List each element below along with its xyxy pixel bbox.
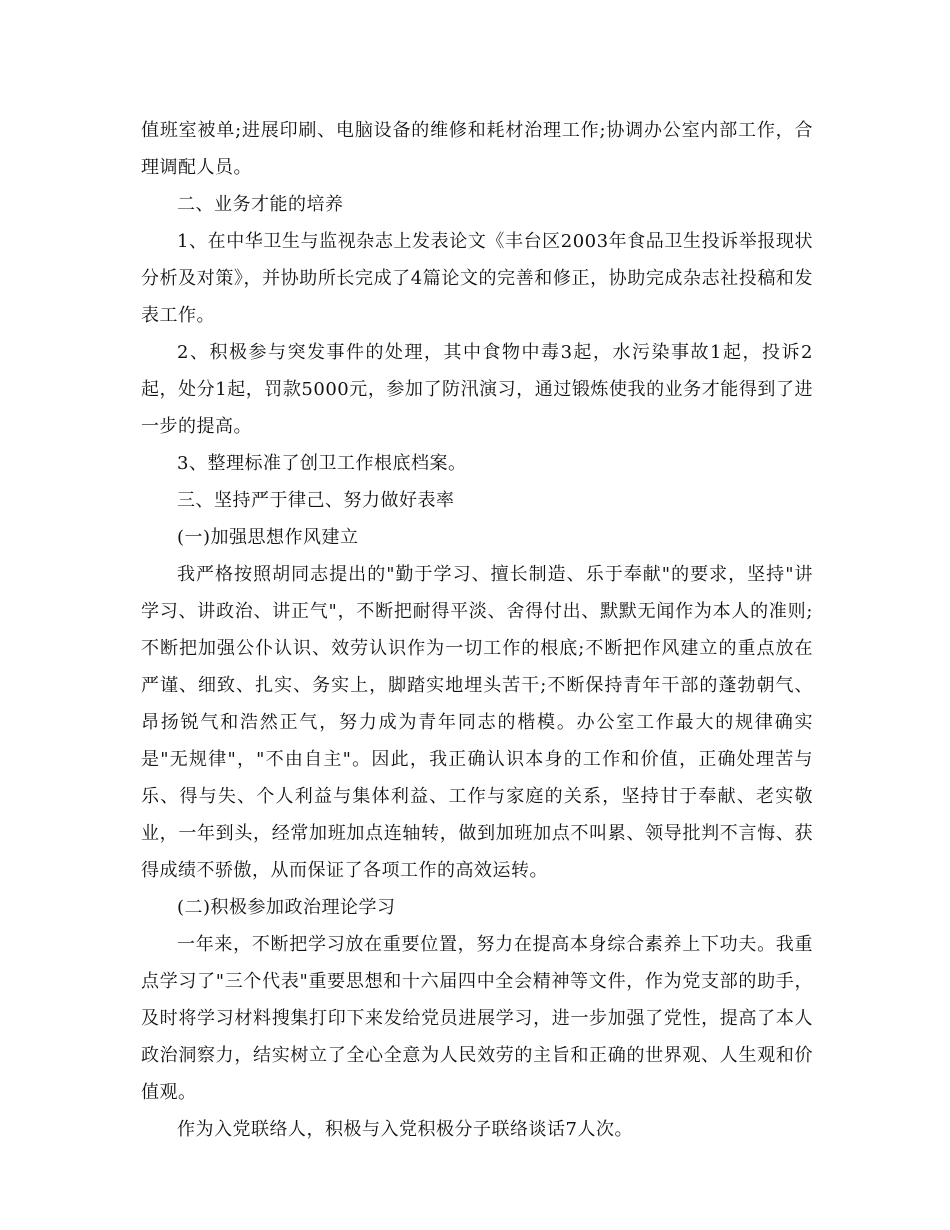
subsection-heading-political-study: (二)积极参加政治理论学习: [177, 897, 396, 918]
paragraph-party-contact: 作为入党联络人，积极与入党积极分子联络谈话7人次。: [177, 1119, 633, 1140]
section-heading-self-discipline: 三、坚持严于律己、努力做好表率: [177, 490, 455, 511]
section-heading-business-skills: 二、业务才能的培养: [177, 194, 344, 215]
paragraph-item-3-archives: 3、整理标准了创卫工作根底档案。: [177, 453, 467, 474]
subsection-heading-work-style: (一)加强思想作风建立: [177, 527, 359, 548]
paragraph-item-1-paper: 1、在中华卫生与监视杂志上发表论文《丰台区2003年食品卫生投诉举报现状分析及对策》，并协助所长完成了4篇论文的完善和修正，协助完成杂志社投稿和发表工作。: [141, 231, 813, 326]
paragraph-item-2-emergencies: 2、积极参与突发事件的处理，其中食物中毒3起，水污染事故1起，投诉2起，处分1起，罚款5000元，参加了防汛演习，通过锻炼使我的业务才能得到了进一步的提高。: [141, 342, 813, 437]
paragraph-duty-room: 值班室被单;进展印刷、电脑设备的维修和耗材治理工作;协调办公室内部工作，合理调配人员。: [141, 120, 813, 178]
paragraph-work-style: 我严格按照胡同志提出的"勤于学习、擅长制造、乐于奉献"的要求，坚持"讲学习、讲政治、讲正气"，不断把耐得平淡、舍得付出、默默无闻作为本人的准则;不断把加强公仆认识、效劳认识作为一切工作的根底;不断把作风建立的重点放在严谨、细致、扎实、务实上，脚踏实地埋头苦干;不断保持青年干部的蓬勃朝气、昂扬锐气和浩然正气，努力成为青年同志的楷模。办公室工作最大的规律确实是"无规律"，"不由自主"。因此，我正确认识本身的工作和价值，正确处理苦与乐、得与失、个人利益与集体利益、工作与家庭的关系，坚持甘于奉献、老实敬业，一年到头，经常加班加点连轴转，做到加班加点不叫累、领导批判不言悔、获得成绩不骄傲，从而保证了各项工作的高效运转。: [141, 564, 813, 881]
paragraph-political-study: 一年来，不断把学习放在重要位置，努力在提高本身综合素养上下功夫。我重点学习了"三个代表"重要思想和十六届四中全会精神等文件，作为党支部的助手，及时将学习材料搜集打印下来发给党员进展学习，进一步加强了党性，提高了本人政治洞察力，结实树立了全心全意为人民效劳的主旨和正确的世界观、人生观和价值观。: [141, 934, 813, 1103]
document-page: [141, 112, 813, 1148]
